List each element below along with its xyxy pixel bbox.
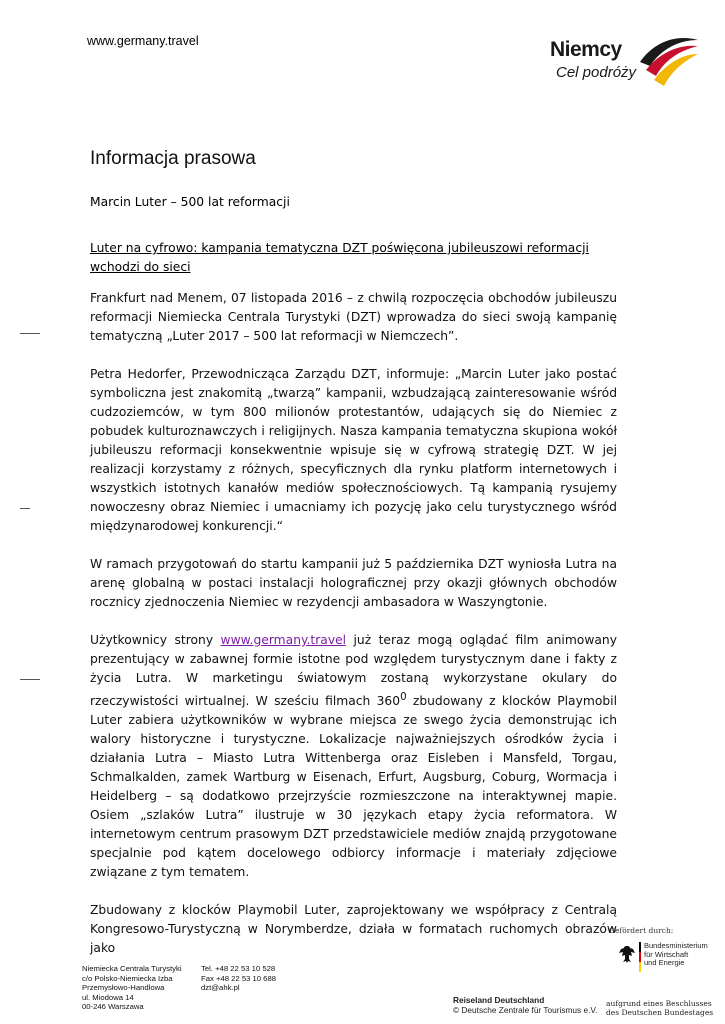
address-line: ul. Miodowa 14 — [82, 992, 134, 1002]
reiseland-credit — [453, 996, 597, 1015]
fax: Fax +48 22 53 10 688 — [201, 973, 277, 983]
ministry-name — [644, 942, 714, 968]
paragraph-text: Użytkownicy strony — [90, 633, 221, 647]
address-line: c/o Polsko-Niemiecka Izba — [82, 973, 173, 983]
address-line: Przemysłowo-Handlowa — [82, 983, 165, 993]
niemcy-logo — [548, 32, 708, 92]
margin-mark — [20, 508, 30, 509]
eagle-icon — [618, 944, 636, 964]
footer-contact — [201, 964, 276, 993]
headline: Luter na cyfrowo: kampania tematyczna DZT poświęcona jubileuszowi reformacji wchodzi do sieci — [90, 241, 589, 274]
document-subtitle: Marcin Luter – 500 lat reformacji — [90, 195, 290, 209]
swoosh-icon — [636, 32, 700, 88]
article-body — [90, 289, 617, 977]
margin-mark — [20, 333, 40, 334]
paragraph: Frankfurt nad Menem, 07 listopada 2016 – z chwilą rozpoczęcia obchodów jubileuszu reformacji Niemiecka Centrala Turystyki (DZT) wprowadza do sieci swoją kampanię tematyczną „Luter 2017 – 500 lat reformacji w Niemczech”. — [90, 291, 617, 343]
margin-mark — [20, 679, 40, 680]
ministry-line: und Energie — [644, 958, 685, 967]
page-title: Informacja prasowa — [90, 148, 256, 169]
address-line: Niemiecka Centrala Turystyki — [82, 964, 182, 973]
funded-by-label: Gefördert durch: — [609, 926, 674, 935]
logo-title: Niemcy — [550, 38, 622, 61]
site-url[interactable]: www.germany.travel — [87, 34, 199, 48]
paragraph — [90, 631, 617, 882]
paragraph-text: już teraz mogą oglądać film animowany prezentujący w zabawnej formie istotne pod względem turystycznym dane i fakty z życia Lutra. W marketingu światowym zostaną wykorzystane okulary do rzeczywistości wirtualnej. W sześciu filmach 360 — [90, 633, 617, 709]
reiseland-title: Reiseland Deutschland — [453, 995, 545, 1005]
paragraph: Petra Hedorfer, Przewodnicząca Zarządu DZT, informuje: „Marcin Luter jako postać symboliczna jest znakomitą „twarzą” kampanii, wzbudzającą zainteresowanie wśród cudzoziemców, w tym 800 milionów protestantów, udających się do Niemiec z pobudek kulturoznawczych i religijnych. Nasza kampania tematyczna skupiona wokół jubileuszu reformacji konsekwentnie wpisuje się w cyfrową strategię DZT. W jej realizacji korzystamy z różnych, specyficznych dla rynku platform internetowych i wszystkich istotnych kanałów mediów społecznościowych. Tą kampanią rysujemy nowoczesny obraz Niemiec i umacniamy ich pozycję jako celu turystycznego wśród międzynarodowej konkurencji.“ — [90, 367, 617, 533]
paragraph: Zbudowany z klocków Playmobil Luter, zaprojektowany we współpracy z Centralą Kongresowo-Turystyczną w Norymberdze, działa w formatach ruchomych obrazów jako — [90, 903, 617, 956]
logo-subtitle: Cel podróży — [556, 64, 637, 81]
footer-address — [82, 964, 182, 1012]
ministry-logo — [608, 940, 713, 990]
superscript: 0 — [400, 691, 407, 703]
paragraph: W ramach przygotowań do startu kampanii już 5 października DZT wyniosła Lutra na arenę globalną w postaci instalacji holograficznej przy okazji głównych obchodów rocznicy zjednoczenia Niemiec w rezydencji ambasadora w Waszyngtonie. — [90, 557, 617, 609]
address-line: 00-246 Warszawa — [82, 1002, 144, 1012]
resolution-line: des Deutschen Bundestages — [606, 1007, 714, 1017]
ministry-line: Bundesministerium — [644, 941, 708, 950]
paragraph-text: zbudowany z klocków Playmobil Luter zabiera użytkowników w wybrane miejsca ze swego życia demonstrując ich walory historyczne i turystyczne. Lokalizacje najważniejszych ośrodków życia i działania Lutra – Miasto Lutra Wittenberga oraz Eisleben i Mansfeld, Torgau, Schmalkalden, zamek Wartburg w Eisenach, Erfurt, Augsburg, Coburg, Wormacja i Heidelberg – są dodatkowo przejrzyście rozmieszczone na interaktywnej mapie. Osiem „szlaków Lutra” ilustruje w 30 językach etapy życia reformatora. W internetowym centrum prasowym DZT przedstawiciele mediów znajdą przygotowane specjalnie pod kątem docelowego odbiorcy informacje i materiały zdjęciowe związane z tym tematem. — [90, 694, 617, 880]
german-flag — [639, 942, 641, 972]
germany-travel-link[interactable]: www.germany.travel — [220, 633, 347, 647]
reiseland-subtitle: © Deutsche Zentrale für Tourismus e.V. — [453, 1004, 598, 1015]
resolution-line: aufgrund eines Beschlusses — [606, 999, 712, 1008]
bundestag-resolution — [606, 1000, 713, 1017]
email-link[interactable]: dzt@ahk.pl — [201, 983, 240, 993]
phone: Tel. +48 22 53 10 528 — [201, 964, 276, 973]
ministry-line: für Wirtschaft — [644, 949, 689, 959]
